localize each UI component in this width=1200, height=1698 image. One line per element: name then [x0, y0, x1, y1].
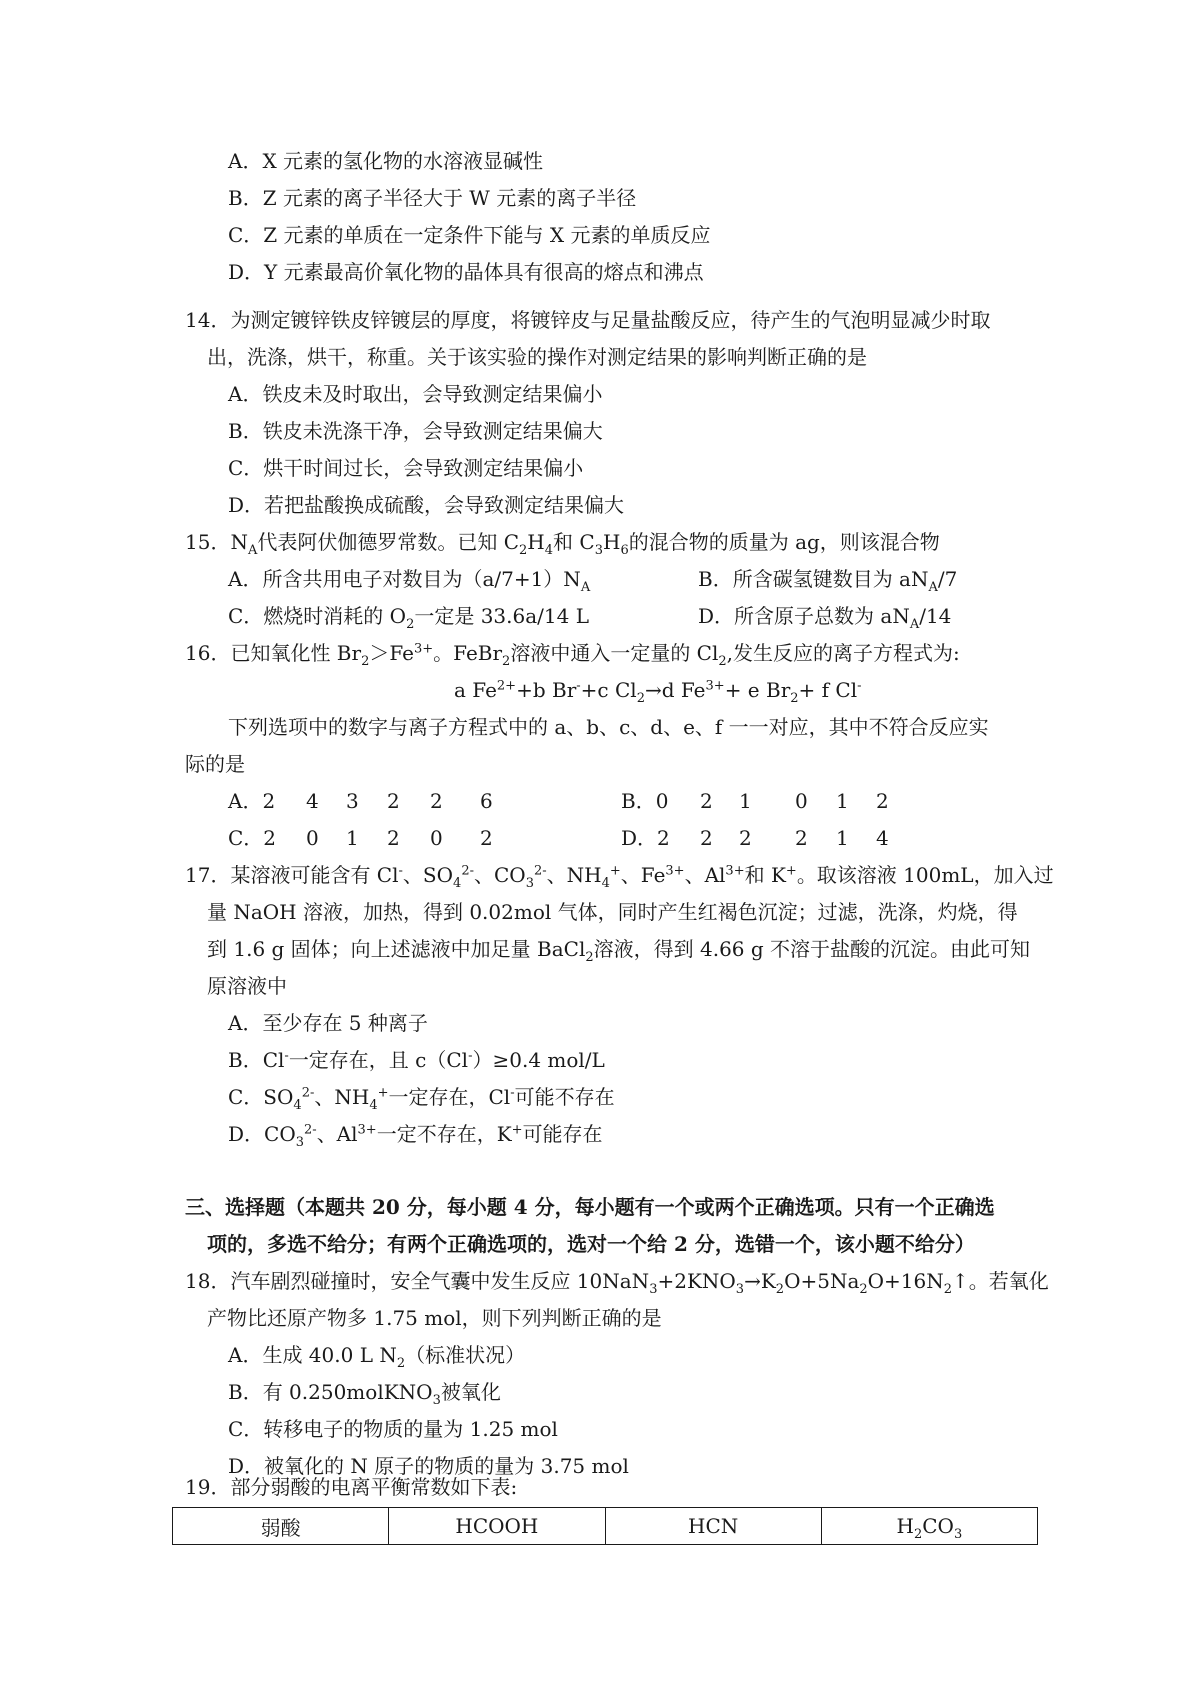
- table-cell: HCN: [605, 1508, 821, 1545]
- q14-stem-line2: 出，洗涤，烘干，称重。关于该实验的操作对测定结果的影响判断正确的是: [207, 345, 867, 369]
- q15-option-c: C．燃烧时消耗的 $O_2$一定是 33.6a/14 L: [228, 604, 589, 632]
- q13-option-c: C．Z 元素的单质在一定条件下能与 X 元素的单质反应: [228, 223, 711, 247]
- q15-option-a: A．所含共用电子对数目为$(a/7+1)N_A$: [228, 567, 591, 595]
- q15-option-b: B．所含碳氢键数目为 $aN_A/7$: [698, 567, 958, 595]
- q17-option-c: C．$SO_4^{2-}$、$NH_4^+$一定存在，Cl-可能不存在: [228, 1085, 615, 1113]
- exam-page: A．X 元素的氢化物的水溶液显碱性 B．Z 元素的离子半径大于 W 元素的离子半径 C．Z 元素的单质在一定条件下能与 X 元素的单质反应 D．Y 元素最高价氧化物的晶体具有很高的熔点和沸点 14．为测定镀锌铁皮锌镀层的厚度，将镀锌皮与足量盐酸反应，待产生的气泡明显减少时取 出，洗涤，烘干，称重。关于该实验的操作对测定结果的影响判断正确的是 A．铁皮未及时取出，会导致测定结果偏小 B．铁皮未洗涤干净，会导致测定结果偏大 C．烘干时间过长，会导致测定结果偏小 D．若把盐酸换成硫酸，会导致测定结果偏大 15．$N_A$代表阿伏伽德罗常数。已知 $C_2H_4$和 $C_3H_6$的混合物的质量为 ag，则该混合物 A．所含共用电子对数目为$(a/7+1)N_A$ B．所含碳氢键数目为 $aN_A/7$ C．燃烧时消耗的 $O_2$一定是 33.6a/14 L D．所含原子总数为 $aN_A/14$ 16．已知氧化性 $Br_2>Fe^{3+}$。FeBr$_2$溶液中通入一定量的 $Cl_2$,发生反应的离子方程式为: a $Fe^{2+}+b$ Br-+c $Cl_2\to d$ $Fe^{3+}+ e$ $Br_2+ f$ Cl- 下列选项中的数字与离子方程式中的 a、b、c、d、e、f 一一对应，其中不符合反应实 际的是 A．2 4 3 2 2 6 B．0 2 1 0 1 2 C．2 0 1 2 0 2 D．2 2 2 2 1 4 17．某溶液可能含有 Cl-、$SO_4^{2-}$、$CO_3^{2-}$、$NH_4^+$、$Fe^{3+}$、$Al^{3+}$和 K+。取该溶液 100mL，加入过 量 NaOH 溶液，加热，得到 0.02mol 气体，同时产生红褐色沉淀；过滤，洗涤，灼烧，得 到 1.6 g 固体；向上述滤液中加足量 BaCl$_2$溶液，得到 4.66 g 不溶于盐酸的沉淀。由此可知 原溶液中 A．至少存在 5 种离子 B．Cl-一定存在，且 c（Cl-）≥0.4 mol/L C．$SO_4^{2-}$、$NH_4^+$一定存在，Cl-可能不存在 D．$CO_3^{2-}$、$Al^{3+}$一定不存在，K+可能存在 三、选择题（本题共 20 分，每小题 4 分，每小题有一个或两个正确选项。只有一个正确选 项的，多选不给分；有两个正确选项的，选对一个给 2 分，选错一个，该小题不给分） 18．汽车剧烈碰撞时，安全气囊中发生反应 $10NaN_3+2KNO_3\to K_2O+5Na_2O+16N_2↑$。若氧化 产物比还原产物多 1.75 mol，则下列判断正确的是 A．生成 40.0 L $N_2$（标准状况） B．有 0.250molKNO$_3$被氧化 C．转移电子的物质的量为 1.25 mol D．被氧化的 N 原子的物质的量为 3.75 mol 19．部分弱酸的电离平衡常数如下表: 弱酸 HCOOH HCN $H_2CO_3$: [0, 0, 1200, 1698]
- q13-option-d: D．Y 元素最高价氧化物的晶体具有很高的熔点和沸点: [228, 260, 704, 284]
- q16-ionic-equation: a $Fe^{2+}+b$ Br-+c $Cl_2\to d$ $Fe^{3+}+ e$ $Br_2+ f$ Cl-: [454, 678, 862, 706]
- q17-stem-line1: 17．某溶液可能含有 Cl-、$SO_4^{2-}$、$CO_3^{2-}$、$NH_4^+$、$Fe^{3+}$、$Al^{3+}$和 K+。取该溶液 100mL，加入过: [185, 863, 1054, 891]
- q19-stem: 19．部分弱酸的电离平衡常数如下表:: [185, 1475, 518, 1499]
- q15-option-d: D．所含原子总数为 $aN_A/14$: [698, 604, 952, 632]
- q13-option-a: A．X 元素的氢化物的水溶液显碱性: [228, 149, 544, 173]
- weak-acid-table: [172, 1507, 1038, 1545]
- q14-stem-line1: 14．为测定镀锌铁皮锌镀层的厚度，将镀锌皮与足量盐酸反应，待产生的气泡明显减少时取: [185, 308, 991, 332]
- q17-option-d: D．$CO_3^{2-}$、$Al^{3+}$一定不存在，K+可能存在: [228, 1122, 603, 1150]
- q14-option-a: A．铁皮未及时取出，会导致测定结果偏小: [228, 382, 603, 406]
- q17-stem-line3: 到 1.6 g 固体；向上述滤液中加足量 BaCl$_2$溶液，得到 4.66 g 不溶于盐酸的沉淀。由此可知: [207, 937, 1031, 965]
- q16-note-line1: 下列选项中的数字与离子方程式中的 a、b、c、d、e、f 一一对应，其中不符合反应实: [228, 715, 989, 739]
- section3-heading-line1: 三、选择题（本题共 20 分，每小题 4 分，每小题有一个或两个正确选项。只有一个正确选: [185, 1195, 995, 1219]
- q14-option-d: D．若把盐酸换成硫酸，会导致测定结果偏大: [228, 493, 625, 517]
- q14-option-b: B．铁皮未洗涤干净，会导致测定结果偏大: [228, 419, 603, 443]
- table-cell: HCOOH: [389, 1508, 605, 1545]
- table-row: [173, 1508, 1038, 1545]
- q17-stem-line2: 量 NaOH 溶液，加热，得到 0.02mol 气体，同时产生红褐色沉淀；过滤，洗涤，灼烧，得: [207, 900, 1018, 924]
- q13-option-b: B．Z 元素的离子半径大于 W 元素的离子半径: [228, 186, 637, 210]
- q17-option-a: A．至少存在 5 种离子: [228, 1011, 428, 1035]
- q14-option-c: C．烘干时间过长，会导致测定结果偏小: [228, 456, 584, 480]
- q18-option-a: A．生成 40.0 L $N_2$（标准状况）: [228, 1343, 526, 1371]
- table-cell: 弱酸: [173, 1508, 389, 1545]
- section3-heading-line2: 项的，多选不给分；有两个正确选项的，选对一个给 2 分，选错一个，该小题不给分）: [207, 1232, 975, 1256]
- q18-option-c: C．转移电子的物质的量为 1.25 mol: [228, 1417, 558, 1441]
- q17-option-b: B．Cl-一定存在，且 c（Cl-）≥0.4 mol/L: [228, 1048, 605, 1072]
- q18-stem-line2: 产物比还原产物多 1.75 mol，则下列判断正确的是: [207, 1306, 662, 1330]
- q16-stem: 16．已知氧化性 $Br_2>Fe^{3+}$。FeBr$_2$溶液中通入一定量的 $Cl_2$,发生反应的离子方程式为:: [185, 641, 960, 669]
- q18-stem-line1: 18．汽车剧烈碰撞时，安全气囊中发生反应 $10NaN_3+2KNO_3\to K_2O+5Na_2O+16N_2↑$。若氧化: [185, 1269, 1049, 1297]
- q17-stem-line4: 原溶液中: [207, 974, 287, 998]
- q16-note-line2: 际的是: [185, 752, 245, 776]
- q15-stem: 15．$N_A$代表阿伏伽德罗常数。已知 $C_2H_4$和 $C_3H_6$的混合物的质量为 ag，则该混合物: [185, 530, 940, 558]
- table-cell: $H_2CO_3$: [821, 1508, 1037, 1545]
- q18-option-b: B．有 0.250molKNO$_3$被氧化: [228, 1380, 501, 1408]
- q18-option-d: D．被氧化的 N 原子的物质的量为 3.75 mol: [228, 1454, 629, 1478]
